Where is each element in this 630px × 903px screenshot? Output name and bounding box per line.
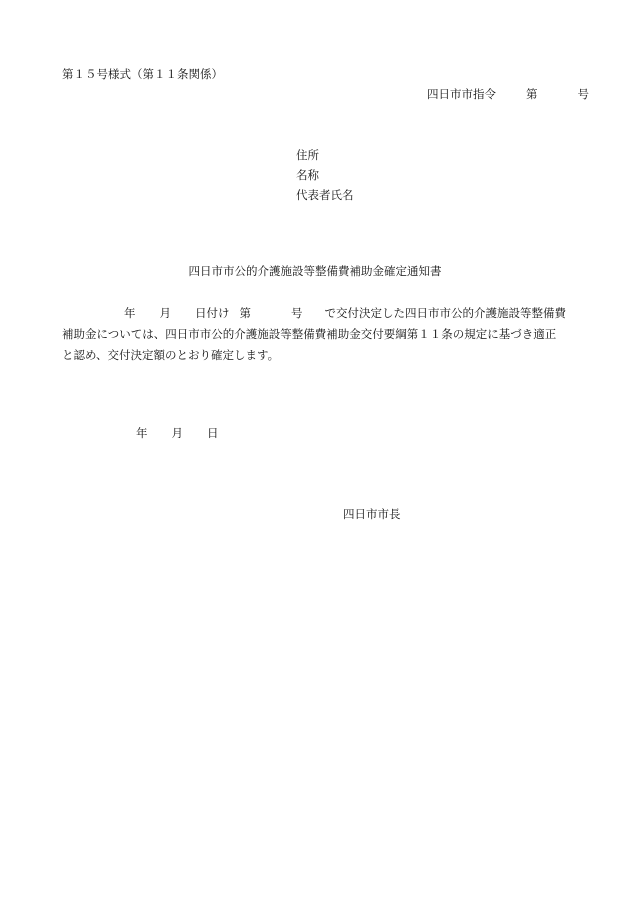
body-line-2: 補助金については、四日市市公的介護施設等整備費補助金交付要綱第１１条の規定に基づき適正 (62, 327, 557, 341)
recipient-representative-label: 代表者氏名 (296, 188, 354, 202)
date-line (136, 425, 219, 441)
document-number-dai: 第 (526, 87, 538, 101)
body-go: 号 (291, 306, 303, 320)
document-number-prefix: 四日市市指令 (427, 87, 496, 101)
date-year: 年 (136, 426, 148, 440)
document-title: 四日市市公的介護施設等整備費補助金確定通知書 (188, 264, 442, 278)
body-dai: 第 (239, 306, 251, 320)
recipient-name-label: 名称 (296, 168, 319, 182)
recipient-address-label: 住所 (296, 148, 319, 162)
body-line-1 (62, 303, 590, 324)
notice-body (62, 303, 590, 366)
date-month: 月 (171, 426, 183, 440)
body-year: 年 (124, 306, 136, 320)
date-day: 日 (207, 426, 219, 440)
document-number-line (427, 86, 589, 102)
form-number: 第１５号様式（第１１条関係） (62, 67, 223, 81)
body-month: 月 (159, 306, 171, 320)
body-line-1-rest: で交付決定した四日市市公的介護施設等整備費 (324, 306, 566, 320)
body-line-3: と認め、交付決定額のとおり確定します。 (62, 348, 280, 362)
document-number-go: 号 (577, 87, 589, 101)
issuer-name: 四日市市長 (343, 507, 401, 521)
body-day-attached: 日付け (195, 306, 230, 320)
recipient-block (296, 145, 354, 205)
